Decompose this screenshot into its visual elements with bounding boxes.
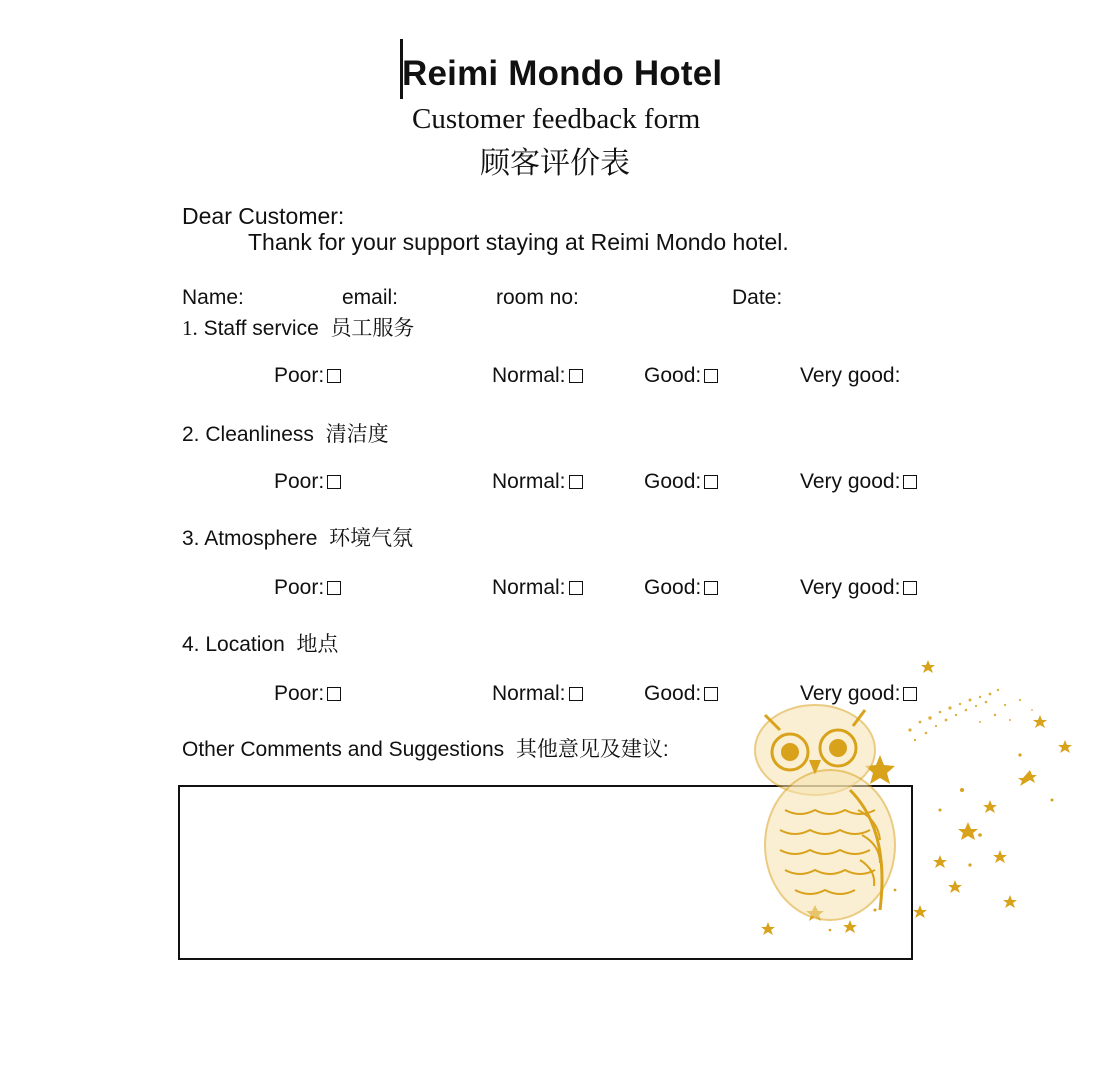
comments-label (182, 733, 669, 763)
comments-label-cn: 其他意见及建议: (515, 738, 669, 761)
checkbox[interactable] (704, 369, 718, 383)
option-label: Poor: (274, 470, 325, 493)
question-number: 1. (182, 316, 198, 340)
option-label: Good: (644, 364, 702, 387)
question-location (182, 628, 338, 658)
question-number: 3. (182, 527, 200, 550)
checkbox[interactable] (327, 369, 341, 383)
checkbox[interactable] (569, 581, 583, 595)
rating-normal[interactable] (492, 364, 583, 388)
question-label: Staff service (203, 317, 319, 340)
question-label-cn: 地点 (296, 633, 339, 656)
checkbox[interactable] (569, 369, 583, 383)
question-atmosphere (182, 522, 413, 552)
rating-poor[interactable] (274, 682, 341, 706)
question-label-cn: 员工服务 (330, 317, 415, 340)
question-staff-service (182, 312, 414, 342)
rating-normal[interactable] (492, 576, 583, 600)
rating-good[interactable] (644, 576, 718, 600)
rating-normal[interactable] (492, 470, 583, 494)
checkbox[interactable] (327, 687, 341, 701)
checkbox[interactable] (569, 475, 583, 489)
option-label: Poor: (274, 364, 325, 387)
option-label: Good: (644, 576, 702, 599)
option-label: Normal: (492, 576, 566, 599)
option-label: Good: (644, 682, 702, 705)
comments-label-en: Other Comments and Suggestions (182, 738, 505, 761)
rating-good[interactable] (644, 470, 718, 494)
owl-illustration (740, 660, 1110, 980)
question-label: Cleanliness (205, 423, 314, 446)
checkbox[interactable] (704, 475, 718, 489)
rating-poor[interactable] (274, 364, 341, 388)
name-field-label: Name: (182, 286, 244, 309)
form-title-cn: 顾客评价表 (480, 146, 630, 181)
option-label: Normal: (492, 364, 566, 387)
welcome-message: Thank for your support staying at Reimi Mondo hotel. (248, 229, 789, 255)
option-label: Poor: (274, 576, 325, 599)
option-label: Very good: (800, 470, 901, 493)
question-number: 4. (182, 633, 200, 656)
question-label-cn: 环境气氛 (329, 527, 414, 550)
checkbox[interactable] (903, 475, 917, 489)
question-number: 2. (182, 423, 200, 446)
option-label: Normal: (492, 682, 566, 705)
rating-very-good[interactable] (800, 470, 917, 494)
hotel-name: Reimi Mondo Hotel (402, 54, 723, 93)
checkbox[interactable] (704, 687, 718, 701)
question-label-cn: 清洁度 (325, 423, 389, 446)
option-label: Very good: (800, 576, 901, 599)
checkbox[interactable] (569, 687, 583, 701)
question-label: Location (205, 633, 285, 656)
option-label: Very good: (800, 364, 901, 387)
checkbox[interactable] (903, 581, 917, 595)
rating-normal[interactable] (492, 682, 583, 706)
option-label: Poor: (274, 682, 325, 705)
checkbox[interactable] (327, 475, 341, 489)
rating-good[interactable] (644, 364, 718, 388)
room-field-label: room no: (496, 286, 579, 309)
rating-poor[interactable] (274, 576, 341, 600)
rating-very-good[interactable] (800, 576, 917, 600)
option-label: Normal: (492, 470, 566, 493)
form-title: Customer feedback form (412, 103, 701, 135)
rating-poor[interactable] (274, 470, 341, 494)
option-label: Very good: (800, 682, 901, 705)
rating-very-good[interactable] (800, 364, 900, 388)
email-field-label: email: (342, 286, 399, 309)
option-label: Good: (644, 470, 702, 493)
checkbox[interactable] (704, 581, 718, 595)
question-label: Atmosphere (204, 527, 318, 550)
salutation: Dear Customer: (182, 203, 345, 229)
owl-icon (740, 660, 1110, 980)
checkbox[interactable] (327, 581, 341, 595)
rating-good[interactable] (644, 682, 718, 706)
date-field-label: Date: (732, 286, 783, 309)
question-cleanliness (182, 418, 389, 448)
